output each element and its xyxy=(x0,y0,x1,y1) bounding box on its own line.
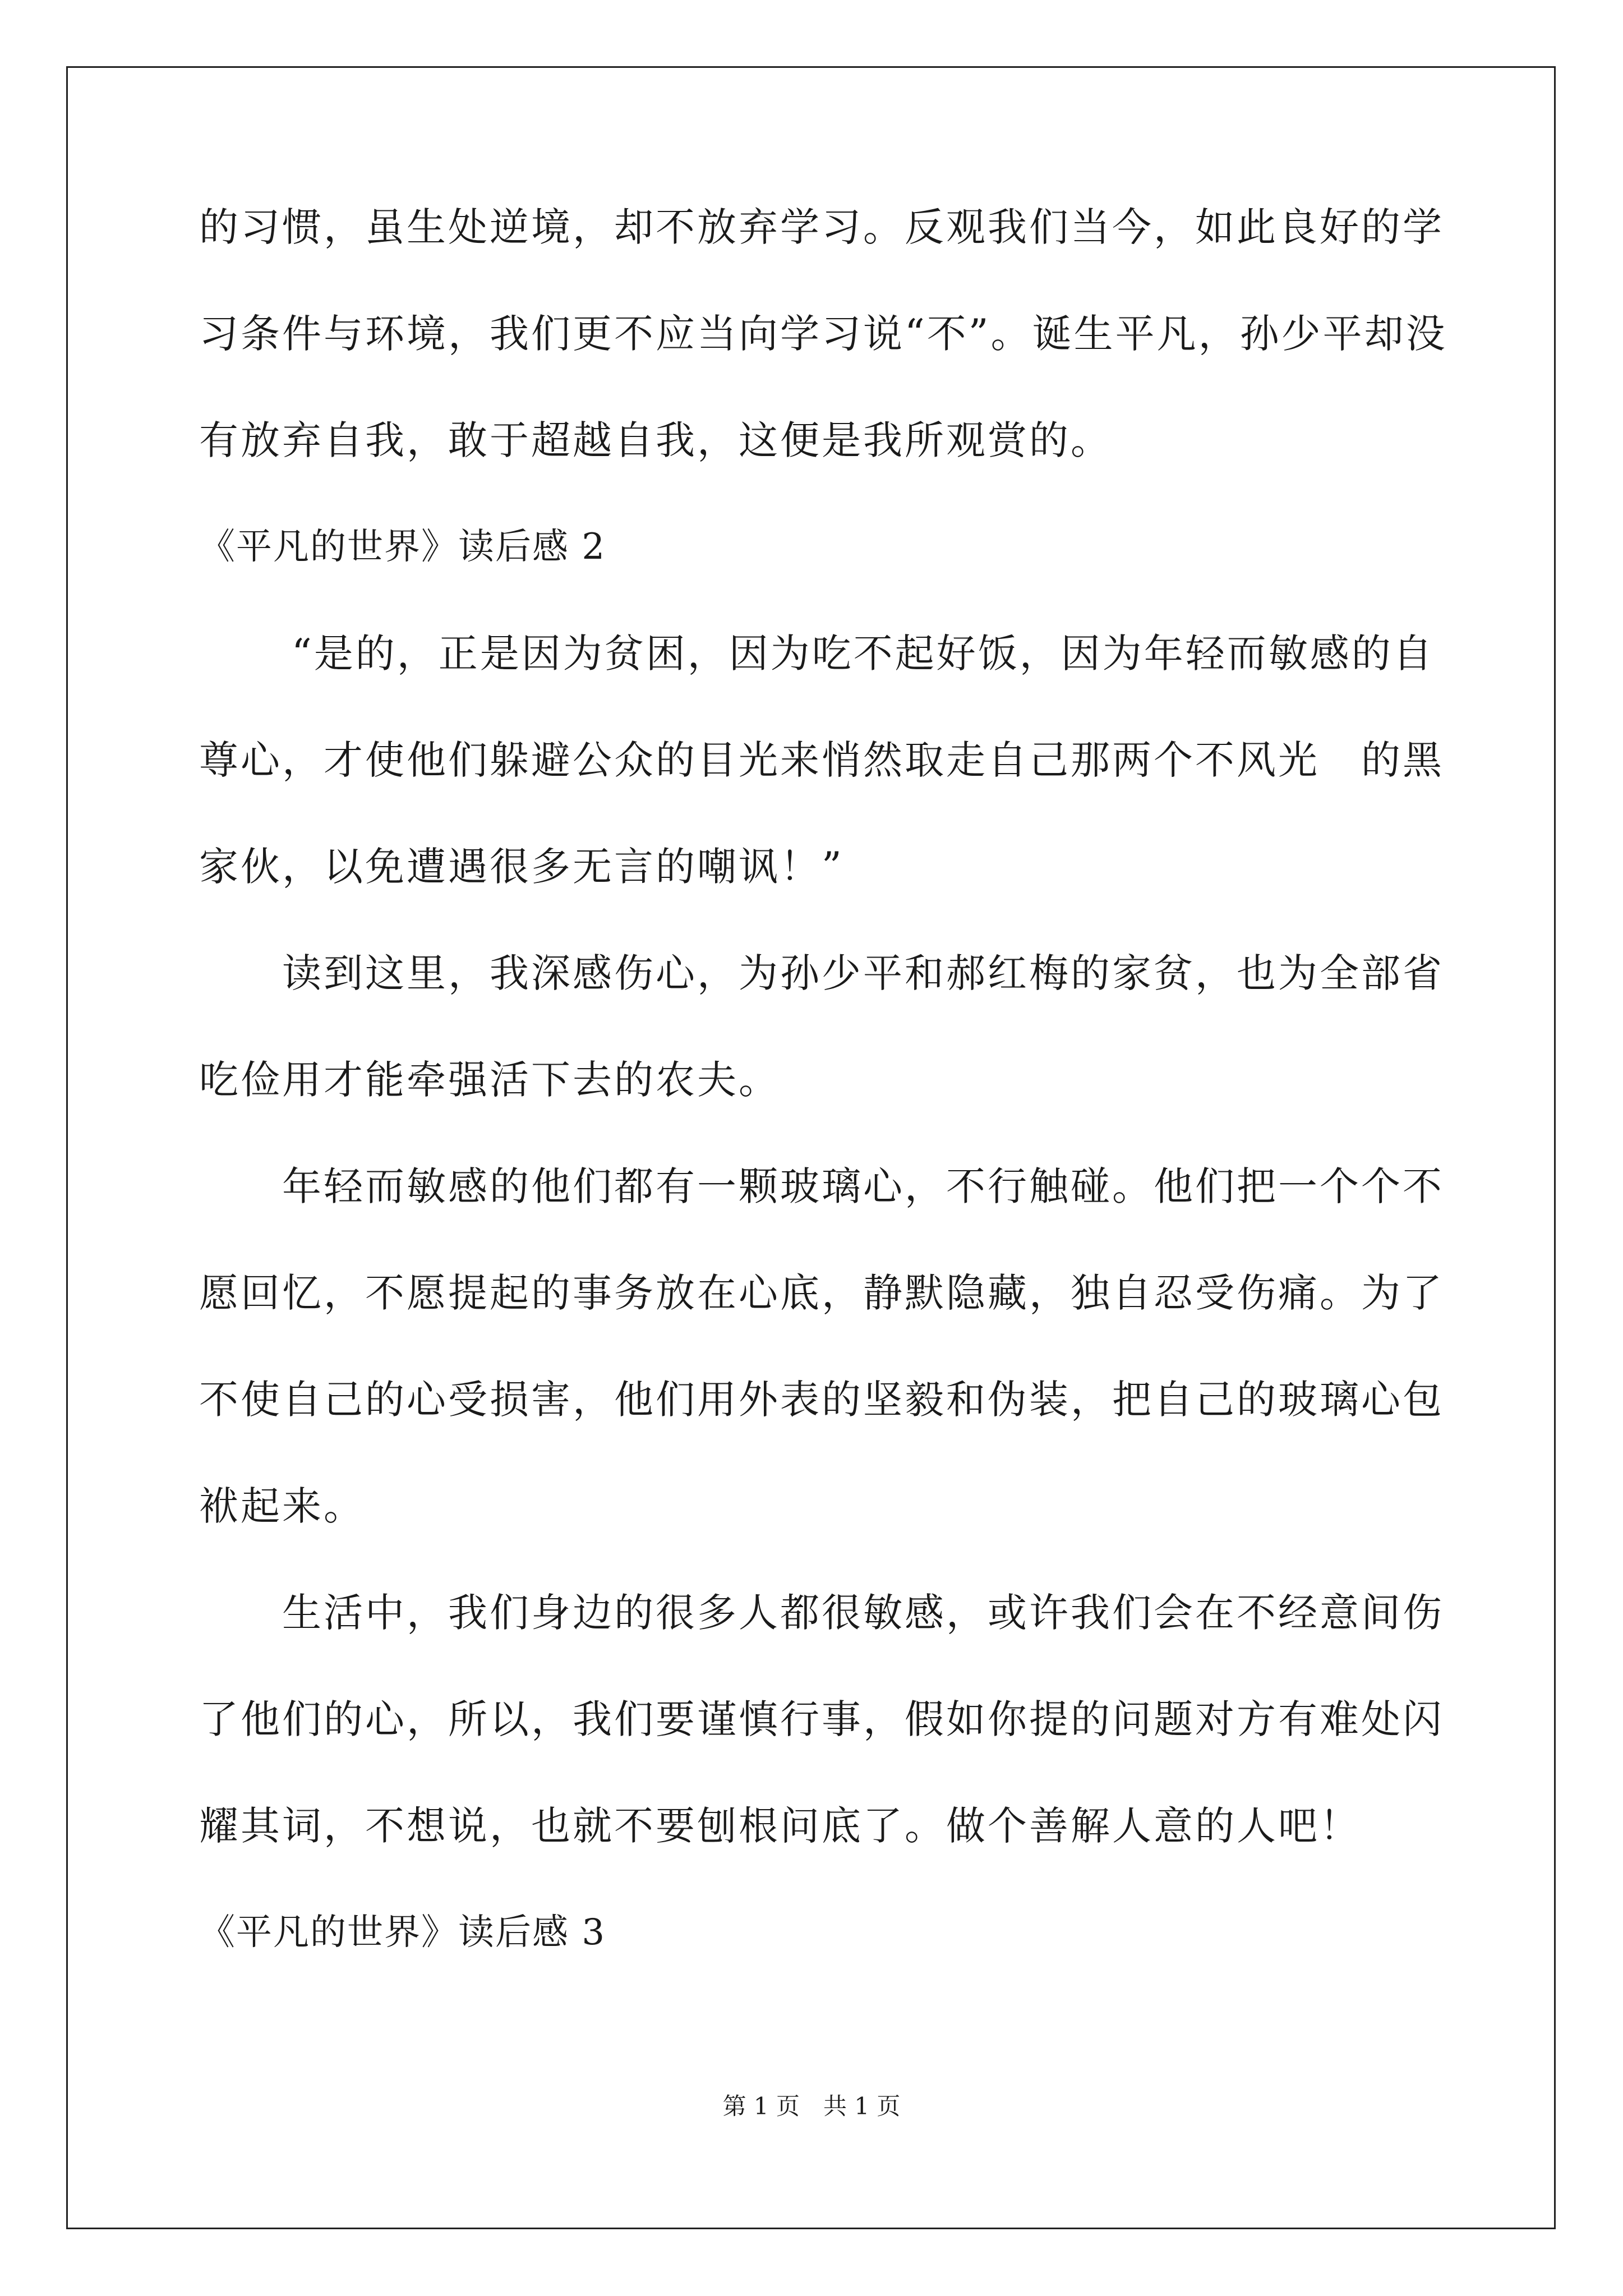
paragraph-line: “是的，正是因为贫困，因为吃不起好饭，因为年轻而敏感的自 xyxy=(292,631,1435,677)
paragraph-line: 习条件与环境，我们更不应当向学习说“不”。诞生平凡，孙少平却没 xyxy=(199,311,1447,357)
section-heading: 《平凡的世界》读后感 2 xyxy=(199,526,606,568)
paragraph-line: 不使自己的心受损害，他们用外表的坚毅和伪装，把自己的玻璃心包 xyxy=(199,1377,1444,1423)
paragraph-line: 愿回忆，不愿提起的事务放在心底，静默隐藏，独自忍受伤痛。为了 xyxy=(199,1270,1444,1316)
paragraph-line: 读到这里，我深感伤心，为孙少平和郝红梅的家贫，也为全部省 xyxy=(282,950,1444,996)
page-footer: 第 1 页 共 1 页 xyxy=(722,2092,901,2120)
paragraph-line: 的习惯，虽生处逆境，却不放弃学习。反观我们当今，如此良好的学 xyxy=(199,204,1444,250)
paragraph-line: 生活中，我们身边的很多人都很敏感，或许我们会在不经意间伤 xyxy=(282,1590,1444,1636)
paragraph-line: 袱起来。 xyxy=(199,1483,365,1529)
paragraph-line: 吃俭用才能牵强活下去的农夫。 xyxy=(199,1057,780,1103)
paragraph-line: 有放弃自我，敢于超越自我，这便是我所观赏的。 xyxy=(199,417,1112,463)
paragraph-line: 家伙，以免遭遇很多无言的嘲讽！” xyxy=(199,844,844,890)
section-heading: 《平凡的世界》读后感 3 xyxy=(199,1912,606,1953)
paragraph-line: 了他们的心，所以，我们要谨慎行事，假如你提的问题对方有难处闪 xyxy=(199,1696,1444,1742)
paragraph-line: 尊心，才使他们躲避公众的目光来悄然取走自己那两个不风光 的黑 xyxy=(199,737,1444,783)
paragraph-line: 耀其词，不想说，也就不要刨根问底了。做个善解人意的人吧！ xyxy=(199,1803,1361,1849)
paragraph-line: 年轻而敏感的他们都有一颗玻璃心，不行触碰。他们把一个个不 xyxy=(282,1163,1444,1209)
